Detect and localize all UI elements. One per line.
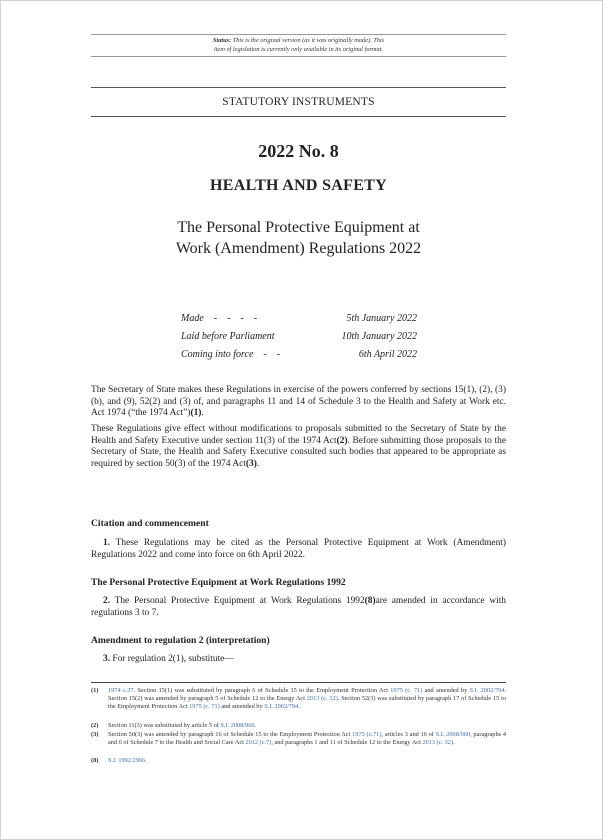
footnote-text-segment: and amended by bbox=[219, 703, 265, 711]
title-line-2: Work (Amendment) Regulations 2022 bbox=[175, 240, 422, 257]
regulation-text: These Regulations may be cited as the Personal Protective Equipment at Work (Amendment) Regulations 2022 and come into force on 6th April 2022. bbox=[91, 538, 506, 560]
footnote-text-segment: , paragraphs 4 and 6 of Schedule 7 to the Health and Social Care Act bbox=[108, 731, 507, 747]
series-label: STATUTORY INSTRUMENTS bbox=[222, 96, 375, 108]
footnote-text-segment: . Section 15(2) was amended by paragraph 5 of Schedule 12 to the Energy Act bbox=[108, 687, 506, 703]
preamble-text: These Regulations give effect without modifications to proposals submitted to the Secretary of State by the Health and Safety Executive under section 11(3) of the 1974 Act bbox=[91, 424, 506, 446]
date-value: 5th January 2022 bbox=[346, 313, 417, 324]
footnote-text bbox=[108, 757, 506, 765]
status-line-2: item of legislation is currently only available in its original format. bbox=[214, 46, 383, 53]
citation-link[interactable]: S.I. 2008/960 bbox=[435, 731, 471, 738]
date-label: Laid before Parliament bbox=[181, 331, 275, 342]
regulation-number: 2. bbox=[103, 596, 111, 606]
preamble-paragraph-2 bbox=[91, 424, 506, 470]
subject-heading: HEALTH AND SAFETY bbox=[210, 177, 387, 194]
regulation-1 bbox=[91, 538, 506, 561]
footnote-text-segment: . bbox=[254, 722, 257, 729]
regulation-text: are amended in accordance with regulations 3 to 7. bbox=[91, 596, 506, 618]
footnote-text-segment: . Section 52(3) was substituted by paragraph 17 of Schedule 15 to the Employment Protection Act bbox=[108, 695, 507, 711]
status-banner bbox=[91, 34, 506, 57]
footnote-ref-2[interactable]: (2) bbox=[336, 435, 348, 446]
footnote-ref-1[interactable]: (1) bbox=[190, 408, 202, 419]
footnote-marker: (1) bbox=[91, 687, 99, 694]
series-rule bbox=[91, 116, 506, 117]
regulation-3 bbox=[91, 654, 506, 666]
footnote-marker: (8) bbox=[91, 757, 99, 764]
title-line-1: The Personal Protective Equipment at bbox=[177, 219, 420, 236]
citation-link[interactable]: 1975 (c. 71) bbox=[390, 687, 423, 694]
footnote-text bbox=[108, 687, 506, 712]
citation-link[interactable]: 1974 c.37 bbox=[108, 687, 134, 694]
footnote-marker: (2) bbox=[91, 722, 99, 729]
footnote-text-segment: , and paragraphs 1 and 11 of Schedule 12 to the Energy Act bbox=[271, 739, 423, 747]
footnote-8 bbox=[91, 757, 506, 765]
footnote-text-segment: Section 11(3) was substituted by article 5 of bbox=[108, 722, 221, 729]
section-heading-ppe-1992: The Personal Protective Equipment at Work Regulations 1992 bbox=[91, 577, 346, 588]
footnote-rule bbox=[91, 682, 506, 683]
citation-link[interactable]: 2013 (c. 32) bbox=[306, 695, 338, 703]
date-value: 6th April 2022 bbox=[358, 349, 417, 360]
preamble-paragraph-1 bbox=[91, 385, 506, 420]
status-label: Status: bbox=[212, 37, 232, 44]
footnote-text-segment: . bbox=[145, 757, 147, 764]
regulation-text: The Personal Protective Equipment at Work Regulations 1992 bbox=[110, 596, 365, 606]
date-label: Coming into force - - bbox=[181, 349, 281, 360]
preamble-text: The Secretary of State makes these Regulations in exercise of the powers conferred by sections 15(1), (2), (3)(b), and (9), 52(2) and (3) of, and paragraphs 11 and 14 of Schedule 3 to the Health and Safety at Work etc. Act 1974 (“the 1974 Act”) bbox=[91, 385, 506, 419]
citation-link[interactable]: S.I. 2008/960 bbox=[220, 722, 255, 729]
section-heading-citation: Citation and commencement bbox=[91, 518, 209, 529]
instrument-number: 2022 No. 8 bbox=[258, 141, 339, 161]
preamble-end: . bbox=[256, 458, 260, 469]
top-rule bbox=[91, 87, 506, 88]
footnote-ref-3[interactable]: (3) bbox=[245, 458, 257, 469]
footnote-1 bbox=[91, 687, 506, 712]
footnote-text-segment: and amended by bbox=[422, 687, 470, 694]
footnote-text-segment: . bbox=[298, 703, 300, 711]
date-label: Made - - - - bbox=[181, 313, 258, 324]
date-value: 10th January 2022 bbox=[341, 331, 417, 342]
footnote-marker: (3) bbox=[91, 731, 99, 738]
footnote-3 bbox=[91, 731, 506, 747]
footnote-text bbox=[108, 731, 506, 747]
preamble-text: . Before submitting those proposals to the Secretary of State, the Health and Safety Executive consulted such bodies that appeared to be appropriate as required by section 50(3) of the 1974 Act bbox=[91, 435, 506, 469]
regulation-text: For regulation 2(1), substitute— bbox=[110, 654, 234, 664]
footnote-text-segment: Section 50(3) was amended by paragraph 16 of Schedule 15 to the Employment Protection Act bbox=[108, 731, 353, 738]
citation-link[interactable]: S.I. 2002/794 bbox=[469, 687, 505, 694]
footnote-text-segment: . Section 15(1) was substituted by paragraph 6 of Schedule 15 to the Employment Protection Act bbox=[133, 687, 391, 694]
citation-link[interactable]: S.I. 2002/794 bbox=[264, 703, 299, 711]
regulation-number: 1. bbox=[103, 538, 111, 548]
citation-link[interactable]: 2013 (c. 32) bbox=[422, 739, 454, 747]
citation-link[interactable]: 1975 (c. 71) bbox=[189, 703, 220, 711]
status-line-1: This is the original version (as it was originally made). This bbox=[232, 37, 385, 44]
footnote-ref-8[interactable]: (8) bbox=[364, 596, 376, 606]
citation-link[interactable]: 1975 (c.71) bbox=[352, 731, 382, 738]
footnote-2 bbox=[91, 722, 506, 730]
document-title bbox=[91, 217, 506, 259]
regulation-2 bbox=[91, 596, 506, 619]
preamble-end: . bbox=[201, 408, 204, 419]
footnote-text-segment: , articles 3 and 16 of bbox=[381, 731, 436, 738]
citation-link[interactable]: 2012 (c.7) bbox=[245, 739, 272, 747]
regulation-number: 3. bbox=[103, 654, 111, 664]
section-heading-regulation-2: Amendment to regulation 2 (interpretation) bbox=[91, 635, 270, 646]
footnote-text-segment: . bbox=[453, 739, 455, 747]
citation-link[interactable]: S.I. 1992/2966 bbox=[108, 757, 146, 764]
footnote-text bbox=[108, 722, 506, 730]
